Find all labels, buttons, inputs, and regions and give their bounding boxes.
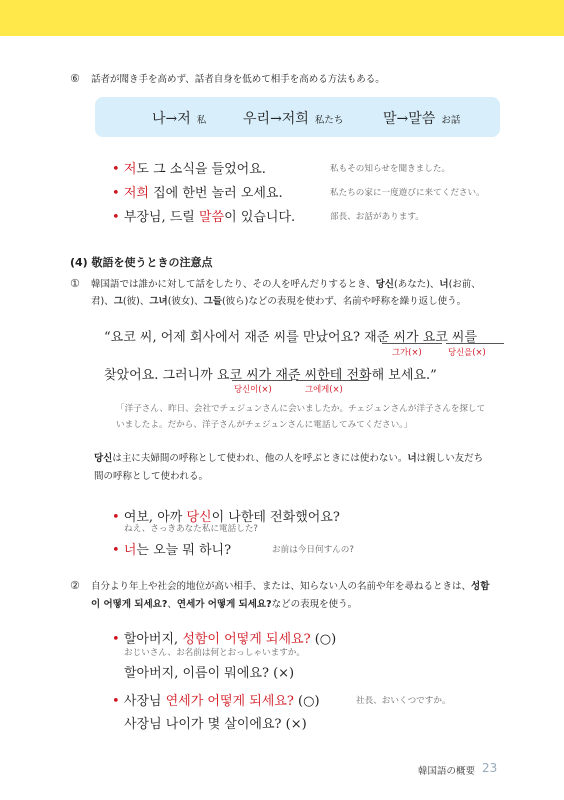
tag-dangsin-eul: 당신을(×) bbox=[448, 347, 486, 357]
humble-pair-1: 나→저 私 bbox=[152, 111, 207, 127]
quote-line-1: “요코 씨, 어제 회사에서 재준 씨를 만났어요? 재준 씨가 요코 씨를 bbox=[104, 330, 478, 345]
section6-marker: ⑥ bbox=[70, 72, 80, 85]
page-number: 23 bbox=[482, 761, 498, 775]
example-gloss-1: 私もその知らせを聞きました。 bbox=[330, 164, 451, 174]
underline-3 bbox=[232, 380, 292, 381]
section4-example-1-gloss: ねえ、さっきあなた私に電話した? bbox=[124, 524, 258, 534]
example-gloss-2: 私たちの家に一度遊びに来てください。 bbox=[330, 188, 485, 198]
underline-1 bbox=[382, 343, 442, 344]
footer-title: 韓国語の概要 bbox=[418, 766, 476, 777]
section4-example-2: • 너는 오늘 뭐 하니? bbox=[112, 543, 232, 558]
tag-geuga: 그가(×) bbox=[392, 347, 422, 357]
section4-example-2-gloss: お前は今日何すんの? bbox=[272, 545, 354, 555]
translation-line-1: 「洋子さん、昨日、会社でチェジュンさんに会いましたか。チェジュンさんが洋子さんを探して bbox=[116, 404, 486, 414]
section2-example-1-gloss: おじいさん、お名前は何とおっしゃいますか。 bbox=[124, 648, 305, 658]
underline-4 bbox=[296, 380, 368, 381]
section2-example-1-wrong: 할아버지, 이름이 뭐에요? (×) bbox=[124, 666, 295, 681]
underline-2 bbox=[446, 343, 504, 344]
tag-geu-ege: 그에게(×) bbox=[305, 384, 343, 394]
humble-forms-box bbox=[95, 97, 500, 137]
translation-line-2: いましたよ。だから、洋子さんがチェジュンさんに電話してみてください。」 bbox=[116, 420, 413, 430]
example-row-2: • 저희 집에 한번 놀러 오세요. bbox=[112, 186, 283, 201]
tag-dangsin-i: 당신이(×) bbox=[234, 384, 272, 394]
section2-marker: ② bbox=[70, 579, 80, 592]
section2-example-2: • 사장님 연세가 어떻게 되세요? (○) bbox=[112, 694, 320, 709]
section4-p2-line2: 間の呼称として使われる。 bbox=[94, 471, 209, 482]
section2-line1: 自分より年上や社会的地位が高い相手、または、知らない人の名前や年を尋ねるときは、성함 bbox=[91, 581, 490, 592]
humble-pair-3: 말→말씀 お話 bbox=[383, 111, 461, 127]
top-color-bar bbox=[0, 0, 564, 36]
quote-line-2: 찾았어요. 그러니까 요코 씨가 재준 씨한테 전화해 보세요.” bbox=[104, 368, 437, 383]
section4-p1-line1: 韓国語では誰かに対して話をしたり、その人を呼んだりするとき、당신(あなた)、너(お前、 bbox=[91, 279, 481, 290]
section2-example-2-gloss: 社長、おいくつですか。 bbox=[356, 696, 451, 706]
section4-example-1: • 여보, 아까 당신이 나한테 전화했어요? bbox=[112, 510, 340, 525]
section2-example-1: • 할아버지, 성함이 어떻게 되세요? (○) bbox=[112, 632, 337, 647]
humble-pair-2: 우리→저희 私たち bbox=[243, 111, 344, 127]
section4-heading: (4) 敬語を使うときの注意点 bbox=[70, 256, 213, 269]
section4-p1-marker: ① bbox=[70, 277, 80, 290]
section6-text: 話者が聞き手を高めず、話者自身を低めて相手を高める方法もある。 bbox=[91, 74, 385, 85]
section2-example-2-wrong: 사장님 나이가 몇 살이에요? (×) bbox=[124, 717, 307, 732]
section4-p1-line2: 君)、그(彼)、그녀(彼女)、그들(彼ら)などの表現を使わず、名前や呼称を繰り返し使う。 bbox=[91, 296, 467, 307]
example-gloss-3: 部長、お話があります。 bbox=[330, 212, 424, 222]
example-row-3: • 부장님, 드릴 말씀이 있습니다. bbox=[112, 210, 296, 225]
example-row-1: • 저도 그 소식을 들었어요. bbox=[112, 162, 266, 177]
section4-p2-line1: 당신は主に夫婦間の呼称として使われ、他の人を呼ぶときには使わない。너は親しい友だち bbox=[94, 453, 484, 464]
section2-line2: 이 어떻게 되세요?、연세가 어떻게 되세요?などの表現を使う。 bbox=[91, 599, 358, 610]
